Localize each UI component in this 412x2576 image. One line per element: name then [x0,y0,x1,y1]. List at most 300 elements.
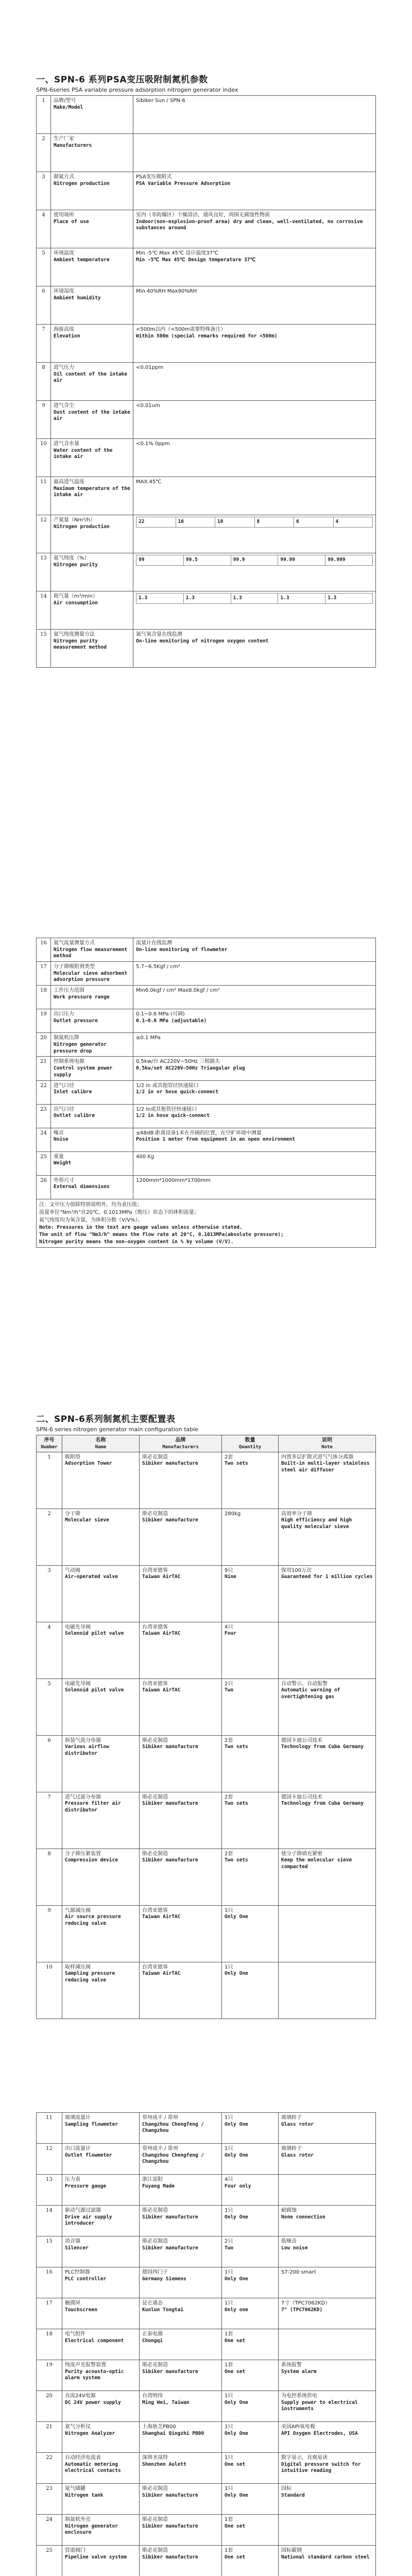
config-name [62,1849,140,1905]
config-row [37,2515,376,2546]
spec-value-cn: MAX.45℃ [136,479,162,485]
config-name [62,2484,140,2515]
spec-value-en: 0.1~0.6 MPa (adjustable) [136,1018,207,1024]
section2-header [36,1412,198,1433]
config-qty-en: One set [225,2554,246,2560]
column-header-en: Number [41,1444,58,1450]
spec-row [37,477,376,515]
spec-number: 17 [37,962,51,986]
config-name-en: DC 24V power supply [65,2399,121,2405]
config-brand [140,2484,222,2515]
config-row [37,2453,376,2484]
spec-row [37,210,376,248]
config-row [37,2422,376,2453]
config-brand-cn: 正泰电器 [142,2331,163,2337]
config-brand [140,2453,222,2484]
spec-number: 24 [37,1128,51,1151]
spec-name-cn: 使用场所 [54,212,74,218]
spec-grid-cell: 1.3 [183,594,231,604]
config-number: 22 [37,2453,62,2484]
config-number: 2 [37,1509,62,1565]
column-header-cn: 说明 [322,1437,332,1443]
config-brand [140,2360,222,2391]
config-number: 20 [37,2391,62,2422]
config-name-en: Solenoid pilot valve [65,1687,124,1693]
spec-value [133,962,376,986]
config-note-cn: 内置多层扩散式进气气体分离器 [281,1454,353,1460]
config-note [279,2360,376,2391]
config-number: 4 [37,1622,62,1679]
spec-value-en: Indoor(non-explosion-proof area) dry and clean, well-ventilated, no corrosive substances around [136,218,363,231]
column-header-en: Manufacturers [162,1444,199,1450]
config-brand-en: Sibiker manufacture [142,1517,198,1523]
spec-name [51,1033,133,1057]
config-qty-cn: 1套 [225,2362,233,2368]
config-qty-en: One set [225,2523,246,2529]
spec-name-cn: 制氮机压降 [54,1035,79,1041]
config-brand-cn: 斯必克制造 [142,1794,168,1800]
spec-value [133,286,376,325]
config-number: 5 [37,1679,62,1735]
spec-name-cn: 制氮方式 [54,174,74,180]
config-qty-cn: 1只 [225,2115,233,2121]
spec-value-en: On-line monitoring of nitrogen oxygen content [136,638,269,644]
spec-name-cn: 进气口径 [54,1082,74,1089]
config-name-cn: 吸附塔 [65,1454,80,1460]
section2-title: 二、SPN-6系列制氮机主要配置表 [36,1414,176,1425]
spec-name [51,1009,133,1033]
spec-value [133,439,376,477]
config-note-cn: 保用100万次 [281,1567,312,1573]
spec-number: 6 [37,286,51,325]
config-note-en: System alarm [281,2368,317,2375]
spec-name [51,1080,133,1104]
spec-value [133,630,376,668]
spec-name-en: Elevation [54,333,80,339]
spec-row [37,1033,376,1057]
spec-name-cn: 环境温度 [54,250,74,256]
config-brand-cn: 斯必克制造 [142,2362,168,2368]
column-header-cn: 数量 [245,1437,255,1443]
spec-value [133,515,376,553]
config-row [37,1622,376,1679]
config-name-cn: 消音器 [65,2239,80,2244]
config-note [279,1962,376,2019]
config-name [62,2175,140,2206]
spec-number: 1 [37,96,51,134]
column-header-en: Quantity [238,1444,262,1450]
spec-name [51,210,133,248]
config-name [62,2144,140,2175]
config-qty-cn: 1只 [225,2300,233,2306]
spec-row [37,439,376,477]
config-brand [140,2236,222,2267]
spec-value-en: On-line monitoring of flowmeter [136,946,228,953]
spec-value-cn: PSA变压吸附式 [136,174,172,180]
config-row [37,2236,376,2267]
spec-grid-cell: 99.9 [231,555,278,566]
spec-value-cn: ≤68dB 距离设备1米在开阔的位置，在空旷环境中测量 [136,1130,262,1136]
spec-value-cn: <0.01um [136,403,160,409]
config-qty-cn: 280kg [225,1511,241,1517]
spec-grid-cell: 1.3 [231,594,278,604]
config-note-en: National standard carbon steel [281,2554,370,2560]
config-note-en: Automatic warning of overtightening gas [281,1687,340,1700]
spec-row [37,553,376,591]
config-qty-cn: 1只 [225,2269,233,2275]
config-qty-cn: 1套 [225,2548,233,2553]
spec-grid-cell: 99.99 [278,555,325,566]
spec-name-cn: 分子筛吸附剂类型 [54,964,95,970]
spec-row [37,1057,376,1080]
config-brand-cn: 台湾亚德客 [142,1907,168,1913]
config-row [37,1452,376,1509]
config-name [62,2422,140,2453]
config-brand [140,2144,222,2175]
config-brand-en: Taiwan AirTAC [142,1971,181,1977]
config-note-cn: 系统报警 [281,2362,302,2368]
config-qty-cn: 2只 [225,2239,233,2244]
config-name-en: Sampling pressure reducing valve [65,1971,115,1983]
spec-row [37,1104,376,1128]
config-brand-cn: 台湾亚德客 [142,1624,168,1630]
config-brand-en: Taiwan AirTAC [142,1687,181,1693]
config-qty [222,2236,279,2267]
config-brand-en: Taiwan AirTAC [142,1631,181,1637]
config-name-cn: 分子筛压紧装置 [65,1851,101,1857]
config-name-cn: 玻璃流量计 [65,2115,91,2121]
config-qty-cn: 1只 [225,2146,233,2151]
spec-name [51,938,133,962]
spec-value-en: Within 500m (special remarks required for <500m) [136,333,278,339]
config-name-en: Pressure gauge [65,2183,107,2189]
spec-value-cn: 400 Kg [136,1154,154,1160]
config-number: 24 [37,2515,62,2546]
config-brand [140,1565,222,1622]
config-qty-en: Only One [225,1914,248,1920]
config-brand-cn: 常州成丰 / 常州 [142,2115,178,2121]
config-row [37,2267,376,2298]
spec-value-cn: 1/2 in或其他管径快速接口 [136,1106,197,1112]
config-qty-cn: 1只 [225,2393,233,2399]
config-brand [140,2206,222,2236]
config-name [62,1452,140,1509]
config-number: 1 [37,1452,62,1509]
spec-name-cn: 海拔高度 [54,327,74,332]
config-qty-cn: 2套 [225,1737,233,1743]
column-header-en: Note [321,1444,333,1450]
config-note-cn: 自动警示，自动报警 [281,1681,328,1687]
spec-value-cn: 氮气氧含量在线监测 [136,632,182,637]
config-qty [222,2391,279,2422]
config-note-cn: 数字显示，直观易读 [281,2455,328,2461]
spec-name-en: Nitrogen purity measurement method [54,638,107,651]
config-note-en: Guaranteed for 1 million cycles [281,1574,373,1580]
config-brand [140,1622,222,1679]
spec-value [133,1128,376,1151]
config-qty [222,2546,279,2576]
config-brand-cn: 斯必克制造 [142,1851,168,1857]
config-name-en: Automatic metering electrical contacts [65,2461,121,2474]
config-brand-cn: 台湾亚德客 [142,1964,168,1970]
section1-subtitle: SPN-6series PSA variable pressure adsorption nitrogen generator index [36,87,238,93]
config-brand-en: Taiwan AirTAC [142,1574,181,1580]
config-name [62,2236,140,2267]
config-brand [140,2515,222,2546]
config-brand-cn: 上海旌芝PB00 [142,2424,176,2430]
config-name-cn: 制氮机外壳 [65,2517,91,2522]
config-name-cn: 分子筛 [65,1511,80,1517]
spec-name-en: Noise [54,1137,68,1142]
config-qty-cn: 1套 [225,2331,233,2337]
spec-number: 22 [37,1080,51,1104]
config-number: 11 [37,2113,62,2144]
spec-value-cn: ≤0.1 MPa [136,1035,161,1041]
config-row [37,2113,376,2144]
config-note-cn: 为电控系统供电 [281,2393,317,2399]
config-note-en: Supply power to electrical instruments [281,2399,358,2412]
config-note [279,2267,376,2298]
config-name-cn: 触摸屏 [65,2300,80,2306]
spec-name-cn: 进气含尘 [54,403,74,409]
config-table-1 [36,1435,376,2019]
spec-value-grid [136,555,373,566]
spec-value [133,96,376,134]
config-brand [140,2391,222,2422]
spec-name-en: Nitrogen generator pressure drop [54,1041,107,1054]
config-brand-en: Sibiker manufacture [142,2214,198,2220]
config-qty [222,2298,279,2329]
config-note [279,1679,376,1735]
config-brand [140,1679,222,1735]
section2-subtitle: SPN-6 series nitrogen generator main configuration table [36,1426,199,1433]
config-note [279,2546,376,2576]
spec-value [133,1151,376,1175]
config-note-en: Keep the molecular sieve compacted [281,1857,352,1870]
spec-value [133,1009,376,1033]
config-name [62,2391,140,2422]
config-name-en: Sampling flowmeter [65,2121,118,2127]
config-qty-en: Two sets [225,1857,248,1863]
config-note-en: Glass rotor [281,2121,314,2127]
spec-name [51,986,133,1009]
spec-number: 4 [37,210,51,248]
config-note [279,2453,376,2484]
config-name-en: Adsorption Tower [65,1461,112,1467]
config-note [279,2484,376,2515]
config-brand-cn: 常州成丰 / 常州 [142,2146,178,2151]
config-name-cn: PLC控制器 [65,2269,90,2275]
config-brand-cn: 斯必克制造 [142,2548,168,2553]
config-note-en: 7" (TPC7062KD) [281,2307,323,2313]
config-brand-cn: 斯必克制造 [142,1511,168,1517]
config-name-cn: 压力表 [65,2177,80,2182]
config-name-en: Various airflow distributor [65,1744,109,1756]
config-name-en: Outlet flowmeter [65,2152,112,2158]
config-note-cn: 低噪音 [281,2239,297,2244]
config-name-en: Molecular sieve [65,1517,109,1523]
config-name-en: Air-operated valve [65,1574,118,1580]
spec-name-en: Ambient humidity [54,295,101,301]
spec-grid-cell: 10 [215,517,255,528]
column-header [37,1435,62,1452]
config-name [62,1905,140,1962]
config-brand-cn: 斯必克制造 [142,2517,168,2522]
config-qty-en: Two [225,1687,234,1693]
spec-number: 12 [37,515,51,553]
spec-name-en: Water content of the intake air [54,447,113,460]
config-number: 25 [37,2546,62,2576]
spec-number: 20 [37,1033,51,1057]
config-number: 3 [37,1565,62,1622]
config-brand [140,1792,222,1849]
config-name-cn: 驱动气源过滤器 [65,2208,101,2213]
spec-value-grid [136,593,373,604]
config-brand-cn: 斯必克制造 [142,2239,168,2244]
spec-row [37,1080,376,1104]
config-name-en: Pressure filter air distributor [65,1801,121,1813]
config-name-cn: 电磁先导阀 [65,1624,91,1630]
config-qty [222,2206,279,2236]
config-brand-en: Sibiker manufacture [142,1801,198,1807]
config-name-en: Solenoid pilot valve [65,1631,124,1637]
column-header-cn: 名称 [95,1437,106,1443]
config-note [279,1509,376,1565]
spec-row [37,286,376,325]
spec-name [51,1104,133,1128]
spec-name [51,248,133,286]
column-header [62,1435,140,1452]
spec-name [51,515,133,553]
config-note-cn: 德国卡迪公司技术 [281,1737,322,1743]
spec-value [133,938,376,962]
config-row [37,1962,376,2019]
config-brand [140,2298,222,2329]
spec-number: 23 [37,1104,51,1128]
spec-row [37,1175,376,1199]
spec-name-cn: 控制系统电源 [54,1059,84,1065]
config-note-cn: 玻璃转子 [281,2146,302,2151]
config-qty [222,1679,279,1735]
spec-value-en: Min -5℃ Max 45℃ Design temperature 37℃ [136,257,256,263]
config-brand [140,1735,222,1792]
section1-title: 一、SPN-6 系列PSA变压吸附制氮机参数 [36,75,208,85]
config-number: 16 [37,2267,62,2298]
config-brand-en: Sibiker manufacture [142,2368,198,2375]
spec-name [51,134,133,172]
config-qty [222,1792,279,1849]
spec-name [51,1128,133,1151]
config-brand-cn: 斯必克制造 [142,1737,168,1743]
config-brand-en: Sibiker manufacture [142,2492,198,2498]
spec-value [133,210,376,248]
spec-row [37,1009,376,1033]
config-qty [222,1452,279,1509]
column-header [140,1435,222,1452]
spec-name-cn: 环境湿度 [54,289,74,294]
config-qty-cn: 1只 [225,1907,233,1913]
config-qty-en: Only One [225,2399,248,2405]
config-brand [140,1905,222,1962]
config-row [37,2546,376,2576]
spec-name [51,1151,133,1175]
config-name [62,2206,140,2236]
note-line: The unit of flow "Nm3/h" means the flow rate at 20°C, 0.1013MPa(absolute pressure); [39,1231,284,1238]
config-qty [222,2453,279,2484]
spec-number: 5 [37,248,51,286]
config-qty-en: Only One [225,2214,248,2220]
config-name-cn: 电磁先导阀 [65,1681,91,1687]
config-number: 14 [37,2206,62,2236]
config-name [62,2453,140,2484]
config-qty-en: Two sets [225,1461,248,1467]
spec-grid-cell: 99.5 [183,555,231,566]
spec-value-cn: Min -5℃ Max 45℃ 设计温度37℃ [136,250,219,256]
config-qty-en: Only One [225,2430,248,2436]
config-note [279,1905,376,1962]
config-qty-cn: 1套 [225,2517,233,2522]
spec-number: 25 [37,1151,51,1175]
config-note [279,1622,376,1679]
config-brand-en: Sibiker manufacture [142,1857,198,1863]
config-qty-cn: 2套 [225,1851,233,1857]
note-line: 氮气纯度均为氧含量，为体积分数（V/V%）。 [39,1217,143,1223]
config-note [279,2236,376,2267]
spec-value-cn: 1200mm*1000mm*1700mm [136,1177,211,1183]
config-qty-cn: 2只 [225,1681,233,1687]
spec-number: 18 [37,986,51,1009]
config-name-cn: 直流24V电源 [65,2393,96,2399]
config-qty-cn: 9只 [225,1567,233,1573]
config-name-en: Touchscreen [65,2307,97,2313]
config-qty [222,1565,279,1622]
spec-name [51,477,133,515]
spec-name-cn: 出口压力 [54,1011,74,1018]
spec-name-en: Dust content of the intake air [54,409,130,422]
config-name-cn: 取样减压阀 [65,1964,91,1970]
config-qty [222,1849,279,1905]
spec-name-cn: 氮气流量测量方式 [54,940,95,946]
spec-number: 3 [37,172,51,210]
config-note [279,2206,376,2236]
config-name [62,1792,140,1849]
config-name-cn: 气动阀 [65,1567,80,1573]
config-brand-cn: 台湾明纬 [142,2393,163,2399]
spec-name-en: Nitrogen purity [54,562,98,568]
config-note [279,2422,376,2453]
spec-number: 9 [37,401,51,439]
config-name-en: Electrical component [65,2337,124,2344]
config-qty [222,1622,279,1679]
config-note-cn: 玻璃转子 [281,2115,302,2121]
config-number: 10 [37,1962,62,2019]
config-qty-en: Four [225,1631,236,1637]
spec-grid-cell: 99 [136,555,184,566]
spec-number: 13 [37,553,51,591]
config-name [62,2267,140,2298]
config-name-cn: 自动经济电流表 [65,2455,101,2461]
note-line: Nitrogen purity means the non-oxygen content in % by volume (V/V). [39,1239,234,1245]
config-qty-cn: 1只 [225,2208,233,2213]
spec-value-cn: Min 40%RH Max90%RH [136,289,197,294]
config-name-cn: 出口流量计 [65,2146,91,2151]
config-qty-en: Only One [225,2152,248,2158]
config-name [62,1509,140,1565]
spec-number: 16 [37,938,51,962]
config-row [37,1565,376,1622]
spec-name [51,401,133,439]
config-qty-cn: 1只 [225,2424,233,2430]
